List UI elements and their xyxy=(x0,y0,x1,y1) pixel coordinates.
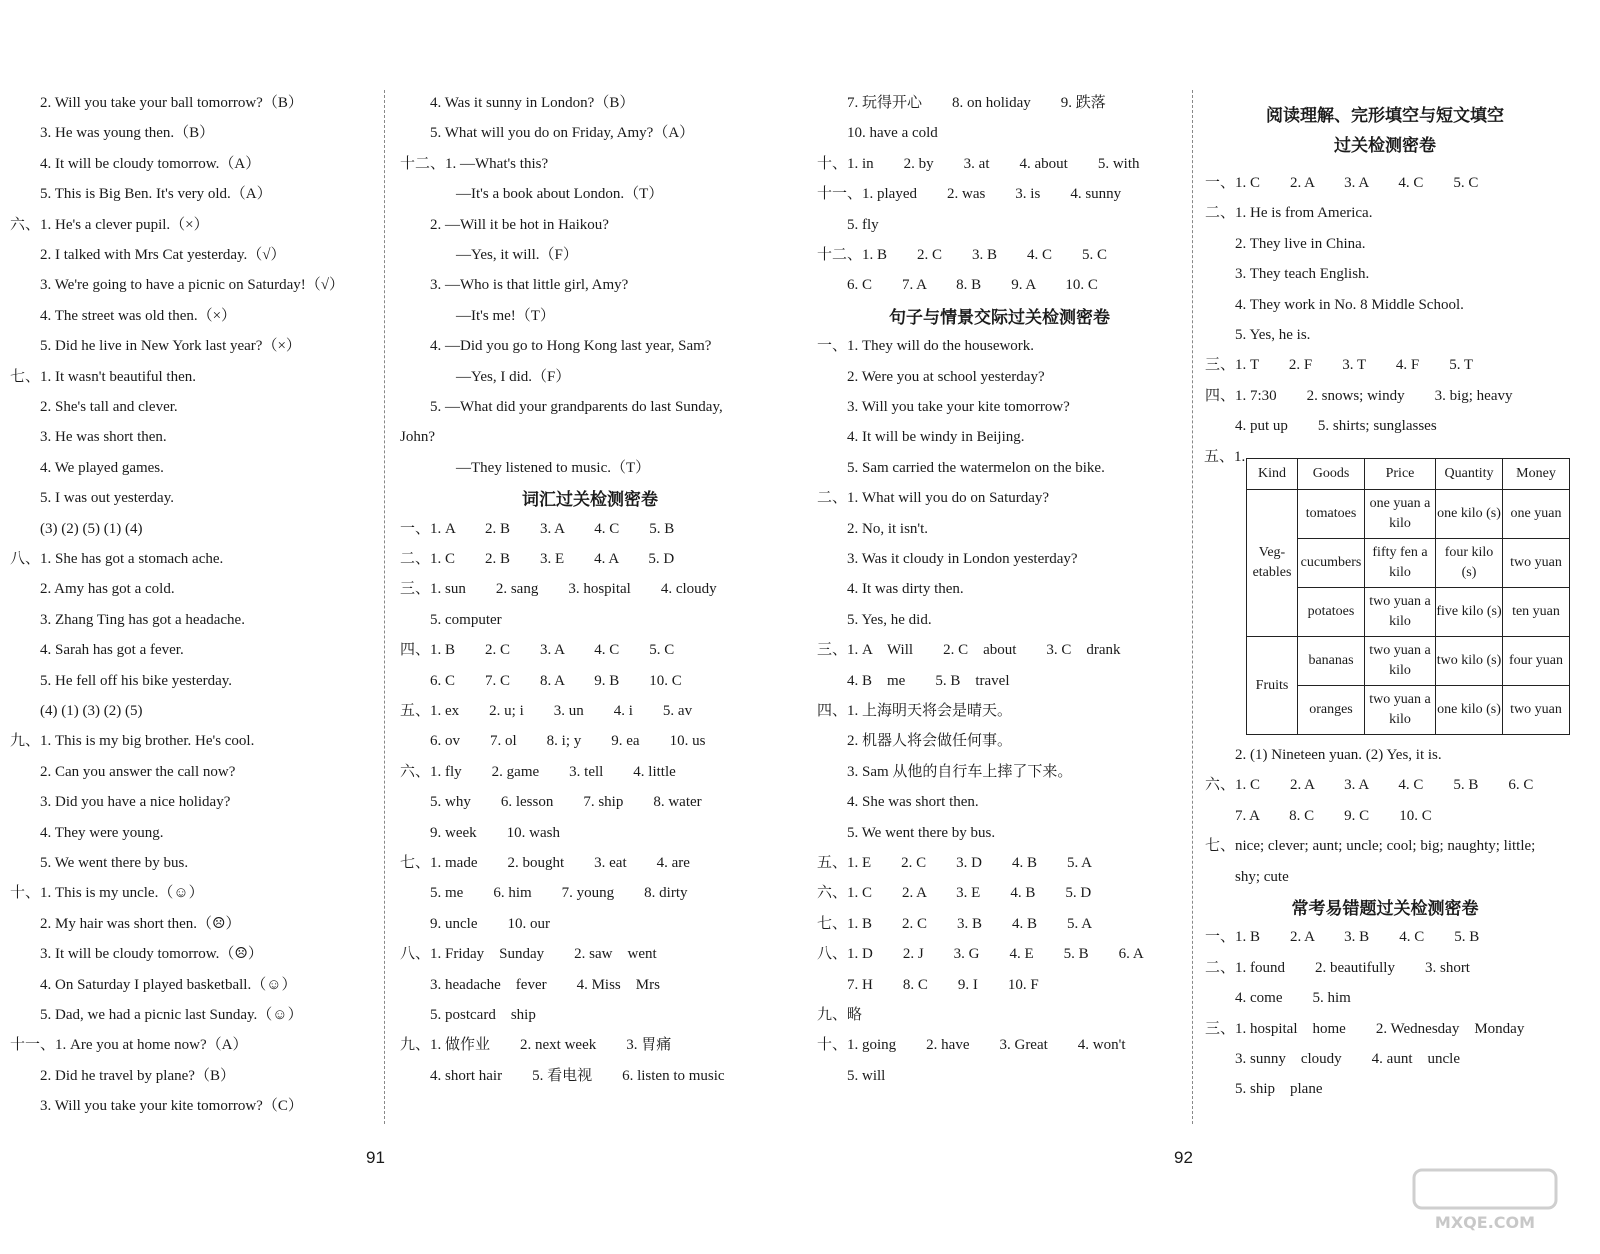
price-cell: one yuan a kilo xyxy=(1365,490,1436,539)
table-header-cell: Price xyxy=(1365,459,1436,490)
answer-line: —It's a book about London.（T） xyxy=(456,186,664,203)
section-title: 词汇过关检测密卷 xyxy=(522,490,658,511)
table-header-cell: Goods xyxy=(1298,459,1365,490)
answer-line: 二、1. He is from America. xyxy=(1205,205,1373,222)
answer-line: 六、1. fly 2. game 3. tell 4. little xyxy=(400,763,676,780)
answer-line: 3. Will you take your kite tomorrow?（C） xyxy=(40,1098,303,1115)
answer-line: 5. fly xyxy=(847,216,879,233)
price-cell: two yuan a kilo xyxy=(1365,686,1436,735)
goods-cell: cucumbers xyxy=(1298,539,1365,588)
money-cell: one yuan xyxy=(1503,490,1570,539)
answer-line: 5. He fell off his bike yesterday. xyxy=(40,672,233,689)
answer-line: 一、1. B 2. A 3. B 4. C 5. B xyxy=(1205,929,1480,946)
column-divider xyxy=(1192,90,1193,1124)
answer-line: 2. (1) Nineteen yuan. (2) Yes, it is. xyxy=(1235,747,1442,763)
answer-line: 3. It will be cloudy tomorrow.（☹） xyxy=(40,946,263,963)
answer-line: 4. On Saturday I played basketball.（☺） xyxy=(40,976,297,993)
answer-line: 2. 机器人将会做任何事。 xyxy=(847,733,1013,750)
quantity-cell: two kilo (s) xyxy=(1436,637,1503,686)
answer-line: —Yes, I did.（F） xyxy=(456,368,571,385)
answer-line: 九、1. This is my big brother. He's cool. xyxy=(10,733,255,750)
answer-line: 5. computer xyxy=(430,611,502,628)
answer-line: 三、1. T 2. F 3. T 4. F 5. T xyxy=(1205,357,1474,374)
answer-line: 7. A 8. C 9. C 10. C xyxy=(1235,807,1432,824)
answer-line: 3. Will you take your kite tomorrow? xyxy=(847,399,1070,415)
answer-line: 5. postcard ship xyxy=(430,1007,536,1023)
answer-line: 2. Amy has got a cold. xyxy=(40,581,175,598)
quantity-cell: one kilo (s) xyxy=(1436,490,1503,539)
section-title: 句子与情景交际过关检测密卷 xyxy=(889,307,1110,328)
answer-line: 七、1. B 2. C 3. B 4. B 5. A xyxy=(817,915,1093,932)
quantity-cell: four kilo (s) xyxy=(1436,539,1503,588)
answer-line: 7. 玩得开心 8. on holiday 9. 跌落 xyxy=(847,95,1106,111)
answer-line: 7. H 8. C 9. I 10. F xyxy=(847,976,1039,993)
answer-line: 3. Did you have a nice holiday? xyxy=(40,794,231,811)
answer-line: 3. sunny cloudy 4. aunt uncle xyxy=(1235,1051,1460,1067)
goods-table xyxy=(1246,458,1570,735)
page-number-left: 91 xyxy=(366,1148,385,1167)
answer-line: 4. She was short then. xyxy=(847,794,979,811)
answer-line: 5. What will you do on Friday, Amy?（A） xyxy=(430,125,695,142)
answer-line: 4. short hair 5. 看电视 6. listen to music xyxy=(430,1067,725,1084)
answer-line: 4. Sarah has got a fever. xyxy=(40,642,184,659)
quantity-cell: one kilo (s) xyxy=(1436,686,1503,735)
answer-line: 3. They teach English. xyxy=(1235,266,1370,283)
answer-line: 4. It will be cloudy tomorrow.（A） xyxy=(40,155,261,172)
answer-line: 六、1. C 2. A 3. A 4. C 5. B 6. C xyxy=(1205,777,1534,794)
column-divider xyxy=(384,90,385,1124)
answer-line: 10. have a cold xyxy=(847,125,938,142)
answer-line: 九、略 xyxy=(817,1007,863,1023)
goods-cell: oranges xyxy=(1298,686,1365,735)
answer-line: 二、1. C 2. B 3. E 4. A 5. D xyxy=(400,551,675,567)
answer-line: 五、1. ex 2. u; i 3. un 4. i 5. av xyxy=(400,703,693,719)
answer-line: shy; cute xyxy=(1235,868,1289,885)
section-title: 阅读理解、完形填空与短文填空 xyxy=(1266,106,1504,126)
answer-line: 5. I was out yesterday. xyxy=(40,490,174,507)
answer-line: 五、1. E 2. C 3. D 4. B 5. A xyxy=(817,855,1093,871)
price-cell: fifty fen a kilo xyxy=(1365,539,1436,588)
answer-line: 2. Were you at school yesterday? xyxy=(847,368,1045,385)
answer-line: 5. —What did your grandparents do last Sunday, xyxy=(430,399,723,415)
kind-cell: Fruits xyxy=(1247,637,1298,735)
answer-line: 十二、1. —What's this? xyxy=(400,155,549,172)
answer-line: 5. Dad, we had a picnic last Sunday.（☺） xyxy=(40,1007,303,1023)
answer-line: 4. Was it sunny in London?（B） xyxy=(430,95,635,111)
money-cell: two yuan xyxy=(1503,686,1570,735)
answer-line: 十、1. in 2. by 3. at 4. about 5. with xyxy=(817,155,1140,172)
price-cell: two yuan a kilo xyxy=(1365,588,1436,637)
answer-line: 二、1. found 2. beautifully 3. short xyxy=(1205,959,1470,976)
answer-line: 3. —Who is that little girl, Amy? xyxy=(430,277,629,294)
table-row xyxy=(1247,637,1570,686)
section-title: 常考易错题过关检测密卷 xyxy=(1291,899,1479,919)
answer-line: 三、1. A Will 2. C about 3. C drank xyxy=(817,642,1121,659)
answer-line: 3. headache fever 4. Miss Mrs xyxy=(430,976,660,993)
answer-line: 5. will xyxy=(847,1067,886,1084)
answer-line: 三、1. hospital home 2. Wednesday Monday xyxy=(1205,1020,1525,1037)
answer-line: 4. put up 5. shirts; sunglasses xyxy=(1235,418,1437,435)
answer-line: 一、1. C 2. A 3. A 4. C 5. C xyxy=(1205,175,1479,191)
answer-line: 3. Zhang Ting has got a headache. xyxy=(40,611,245,628)
answer-line: 八、1. D 2. J 3. G 4. E 5. B 6. A xyxy=(817,946,1144,963)
answer-line: 6. C 7. A 8. B 9. A 10. C xyxy=(847,277,1098,294)
answer-line: 5. Did he live in New York last year?（×） xyxy=(40,338,301,355)
answer-line: 十二、1. B 2. C 3. B 4. C 5. C xyxy=(817,247,1108,263)
answer-line: 四、1. B 2. C 3. A 4. C 5. C xyxy=(400,642,675,659)
answer-line: 5. why 6. lesson 7. ship 8. water xyxy=(430,794,702,811)
answer-line: 十、1. going 2. have 3. Great 4. won't xyxy=(817,1037,1126,1054)
answer-line: 2. My hair was short then.（☹） xyxy=(40,915,241,932)
answer-line: 5. me 6. him 7. young 8. dirty xyxy=(430,885,688,902)
answer-line: 2. They live in China. xyxy=(1235,235,1366,252)
table-row xyxy=(1247,490,1570,539)
answer-line: 5. We went there by bus. xyxy=(847,824,996,841)
goods-cell: tomatoes xyxy=(1298,490,1365,539)
answer-line: 4. B me 5. B travel xyxy=(847,672,1010,689)
price-cell: two yuan a kilo xyxy=(1365,637,1436,686)
answer-line: (3) (2) (5) (1) (4) xyxy=(40,520,143,537)
answer-line: 3. He was young then.（B） xyxy=(40,125,215,142)
answer-line: 2. Will you take your ball tomorrow?（B） xyxy=(40,95,303,111)
answer-line: 四、1. 上海明天将会是晴天。 xyxy=(817,703,1013,719)
answer-line: 一、1. They will do the housework. xyxy=(817,338,1035,355)
answer-line: 5. Yes, he is. xyxy=(1235,327,1311,343)
table-body xyxy=(1247,490,1570,735)
table-header-cell: Quantity xyxy=(1436,459,1503,490)
answer-line: —It's me!（T） xyxy=(456,307,555,324)
answer-line: 4. It will be windy in Beijing. xyxy=(847,429,1025,446)
answer-line: 八、1. Friday Sunday 2. saw went xyxy=(400,946,657,963)
page-number-right: 92 xyxy=(1174,1148,1193,1167)
answer-line: —Yes, it will.（F） xyxy=(456,247,578,263)
answer-line: 九、1. 做作业 2. next week 3. 胃痛 xyxy=(400,1037,672,1054)
section-title: 过关检测密卷 xyxy=(1334,136,1436,156)
svg-text:MXQE.COM: MXQE.COM xyxy=(1434,1213,1536,1232)
answer-line: 2. I talked with Mrs Cat yesterday.（√） xyxy=(40,247,286,263)
answer-line: 2. Can you answer the call now? xyxy=(40,763,236,780)
goods-cell: bananas xyxy=(1298,637,1365,686)
table-header-row xyxy=(1247,459,1570,490)
answer-line: 四、1. 7:30 2. snows; windy 3. big; heavy xyxy=(1205,387,1513,404)
kind-cell: Veg-etables xyxy=(1247,490,1298,637)
answer-line: 4. We played games. xyxy=(40,459,164,476)
answer-line: 3. Sam 从他的自行车上摔了下来。 xyxy=(847,763,1073,780)
goods-cell: potatoes xyxy=(1298,588,1365,637)
answer-line: 十一、1. Are you at home now?（A） xyxy=(10,1037,248,1054)
answer-line: 3. Was it cloudy in London yesterday? xyxy=(847,551,1078,567)
answer-line: 2. She's tall and clever. xyxy=(40,399,178,415)
answer-line: 十、1. This is my uncle.（☺） xyxy=(10,885,204,902)
table-label: 五、1. xyxy=(1204,449,1246,465)
table-header-cell: Money xyxy=(1503,459,1570,490)
answer-line: 5. This is Big Ben. It's very old.（A） xyxy=(40,186,272,203)
answer-line: 5. Yes, he did. xyxy=(847,611,932,628)
money-cell: ten yuan xyxy=(1503,588,1570,637)
answer-line: 4. They work in No. 8 Middle School. xyxy=(1235,296,1464,313)
answer-line: John? xyxy=(400,429,435,446)
answer-line: 2. Did he travel by plane?（B） xyxy=(40,1067,235,1084)
answer-line: 4. They were young. xyxy=(40,824,164,841)
quantity-cell: five kilo (s) xyxy=(1436,588,1503,637)
answer-line: 6. ov 7. ol 8. i; y 9. ea 10. us xyxy=(430,733,706,750)
table-header-cell: Kind xyxy=(1247,459,1298,490)
answer-line: 5. We went there by bus. xyxy=(40,855,189,871)
money-cell: four yuan xyxy=(1503,637,1570,686)
answer-line: 9. week 10. wash xyxy=(430,824,560,841)
answer-line: 3. We're going to have a picnic on Saturday!（√） xyxy=(40,277,344,294)
answer-line: 5. Sam carried the watermelon on the bike. xyxy=(847,459,1105,476)
answer-line: 5. ship plane xyxy=(1235,1081,1323,1098)
answer-line: 三、1. sun 2. sang 3. hospital 4. cloudy xyxy=(400,581,717,598)
money-cell: two yuan xyxy=(1503,539,1570,588)
answer-line: 4. The street was old then.（×） xyxy=(40,307,237,324)
answer-line: 六、1. C 2. A 3. E 4. B 5. D xyxy=(817,885,1092,902)
watermark-logo xyxy=(1410,1166,1560,1234)
answer-line: 3. He was short then. xyxy=(40,429,167,446)
answer-line: 十一、1. played 2. was 3. is 4. sunny xyxy=(817,186,1122,203)
answer-line: 4. It was dirty then. xyxy=(847,581,964,598)
answer-line: 七、1. It wasn't beautiful then. xyxy=(10,368,196,385)
answer-line: —They listened to music.（T） xyxy=(456,459,651,476)
answer-line: 六、1. He's a clever pupil.（×） xyxy=(10,216,209,233)
answer-line: 二、1. What will you do on Saturday? xyxy=(817,490,1050,507)
answer-line: 七、nice; clever; aunt; uncle; cool; big; naughty; little; xyxy=(1205,838,1536,855)
answer-line: 2. —Will it be hot in Haikou? xyxy=(430,216,609,233)
answer-line: 6. C 7. C 8. A 9. B 10. C xyxy=(430,672,682,689)
answer-line: 一、1. A 2. B 3. A 4. C 5. B xyxy=(400,520,675,537)
answer-line: 9. uncle 10. our xyxy=(430,915,550,932)
answer-line: 八、1. She has got a stomach ache. xyxy=(10,551,224,567)
answer-line: 2. No, it isn't. xyxy=(847,520,929,537)
answer-line: 七、1. made 2. bought 3. eat 4. are xyxy=(400,855,690,871)
answer-line: 4. —Did you go to Hong Kong last year, Sam? xyxy=(430,338,712,355)
answer-line: 4. come 5. him xyxy=(1235,990,1351,1007)
answer-line: (4) (1) (3) (2) (5) xyxy=(40,703,143,719)
